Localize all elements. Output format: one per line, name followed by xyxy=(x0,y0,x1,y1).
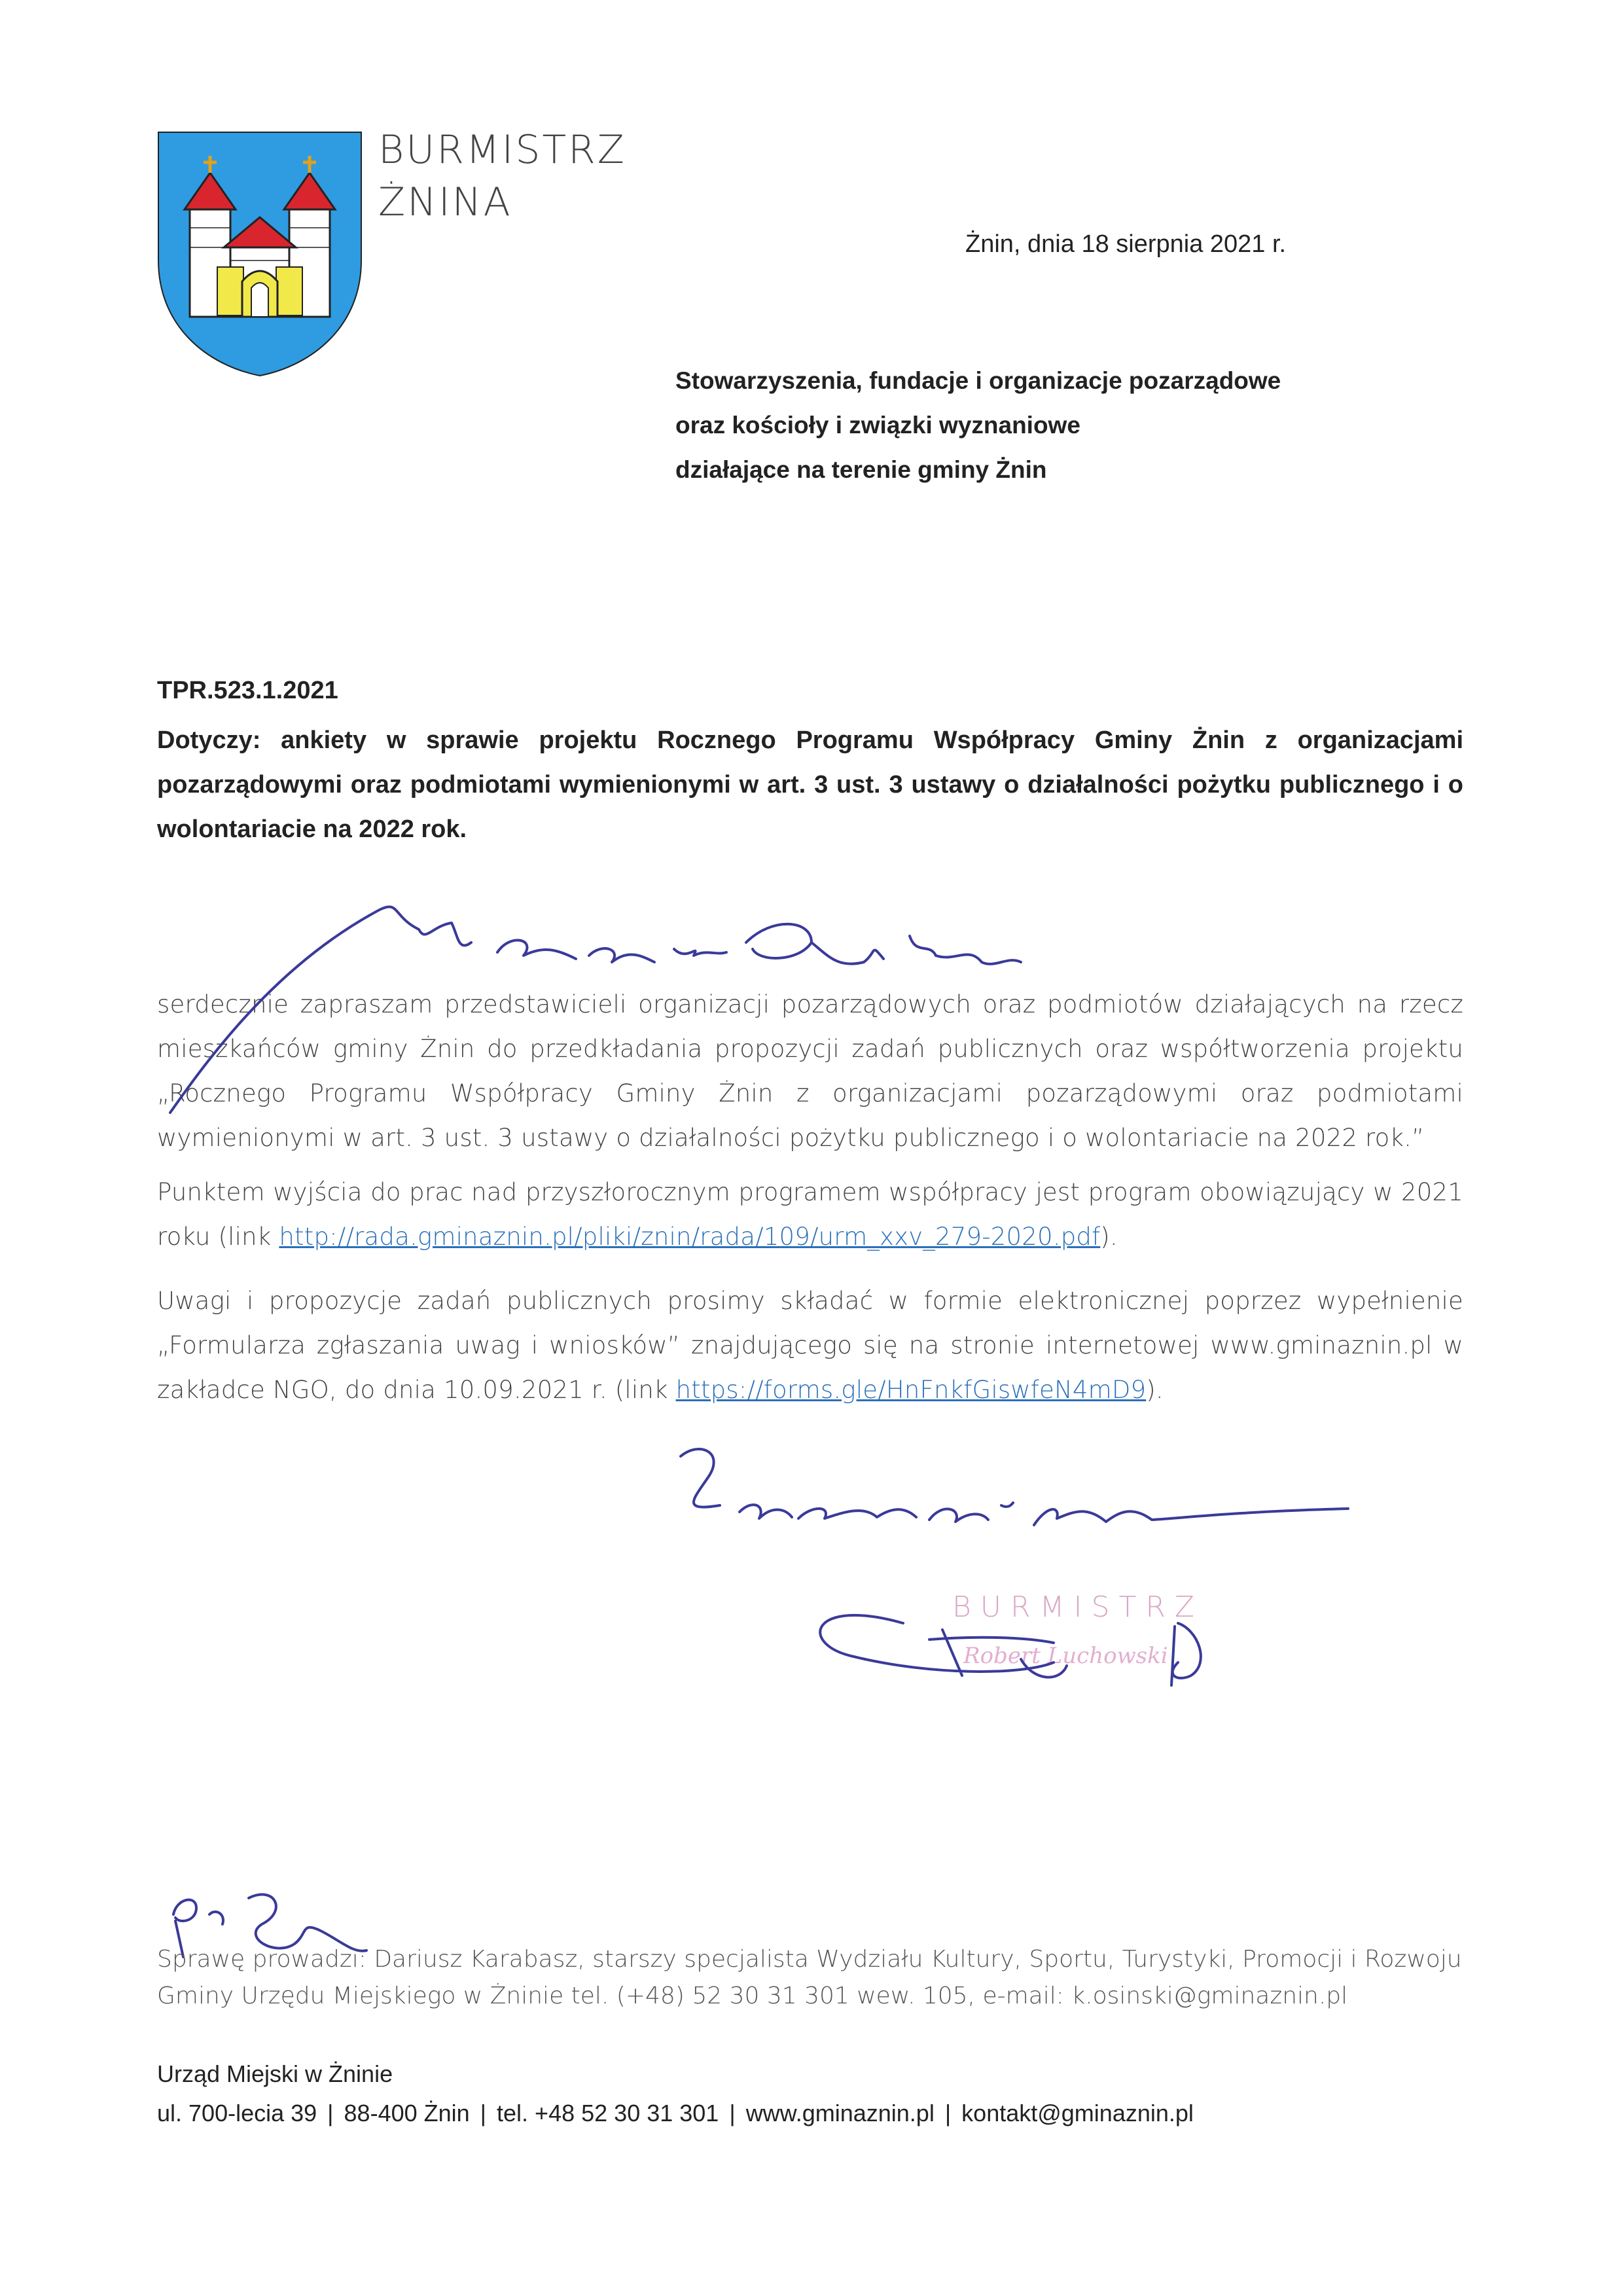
email-link[interactable]: kontakt@gminaznin.pl xyxy=(961,2100,1194,2126)
coat-of-arms-logo xyxy=(156,130,364,378)
reference-number: TPR.523.1.2021 xyxy=(157,677,338,704)
subject-line: Dotyczy: ankiety w sprawie projektu Rocznego Programu Współpracy Gminy Żnin z organizacjami pozarządowymi oraz podmiotami wymienionymi w art. 3 ust. 3 ustawy o działalności pożytku publicznego i o wolontariacie na 2022 rok. xyxy=(157,726,1463,843)
body-paragraph-3 xyxy=(157,1279,1463,1412)
recipient-line3: działające na terenie gminy Żnin xyxy=(675,456,1047,483)
website-link[interactable]: www.gminaznin.pl xyxy=(745,2100,935,2126)
letter-date: Żnin, dnia 18 sierpnia 2021 r. xyxy=(965,230,1287,258)
recipient-line1: Stowarzyszenia, fundacje i organizacje pozarządowe xyxy=(675,367,1281,394)
paragraph-3-closing: ). xyxy=(1146,1376,1164,1404)
stamp-name: Robert Luchowski xyxy=(963,1643,1168,1669)
body-paragraph-2 xyxy=(157,1170,1463,1259)
program-2021-link[interactable]: http://rada.gminaznin.pl/pliki/znin/rada/109/urm_xxv_279-2020.pdf xyxy=(279,1223,1101,1251)
contact-line: Gminy Urzędu Miejskiego w Żninie tel. (+48) 52 30 31 301 wew. 105, e-mail: k.osinski@gminaznin.pl xyxy=(157,1982,1348,2009)
recipient-line2: oraz kościoły i związki wyznaniowe xyxy=(675,412,1080,439)
paragraph-2-text: Punktem wyjścia do prac nad przyszłorocznym programem współpracy jest program obowiązujący w 2021 roku (link xyxy=(157,1178,1463,1251)
institution-name: Urząd Miejski w Żninie xyxy=(157,2060,393,2087)
paragraph-2-closing: ). xyxy=(1100,1223,1118,1251)
paragraph-3-text: Uwagi i propozycje zadań publicznych prosimy składać w formie elektronicznej poprzez wypełnienie „Formularza zgłaszania uwag i wniosków” znajdującego się na stronie internetowej www.gminaznin.pl w zakładce NGO, do dnia 10.09.2021 r. (link xyxy=(157,1287,1463,1404)
street-address: ul. 700-lecia 39 xyxy=(157,2100,317,2126)
body-paragraph-1: serdecznie zapraszam przedstawicieli organizacji pozarządowych oraz podmiotów działających na rzecz mieszkańców gminy Żnin do przedkładania propozycji zadań publicznych oraz współtworzenia projektu „Rocznego Programu Współpracy Gminy Żnin z organizacjami pozarządowymi oraz podmiotami wymienionymi w art. 3 ust. 3 ustawy o działalności pożytku publicznego i o wolontariacie na 2022 rok.” xyxy=(157,990,1463,1152)
stamp-title: BURMISTRZ xyxy=(952,1590,1204,1624)
separator: | xyxy=(729,2100,736,2126)
postal-address: 88-400 Żnin xyxy=(344,2100,470,2126)
separator: | xyxy=(480,2100,487,2126)
form-link[interactable]: https://forms.gle/HnFnkfGiswfeN4mD9 xyxy=(675,1376,1147,1404)
case-handler-line: Sprawę prowadzi: Dariusz Karabasz, starszy specjalista Wydziału Kultury, Sportu, Turystyki, Promocji i Rozwoju xyxy=(157,1946,1462,1973)
separator: | xyxy=(327,2100,334,2126)
handwritten-closing xyxy=(681,1449,1348,1525)
separator: | xyxy=(944,2100,952,2126)
office-title-line1: BURMISTRZ xyxy=(378,127,626,173)
phone-number: tel. +48 52 30 31 301 xyxy=(497,2100,719,2126)
institution-address-line xyxy=(157,2100,1194,2127)
office-title-line2: ŻNINA xyxy=(378,179,512,225)
